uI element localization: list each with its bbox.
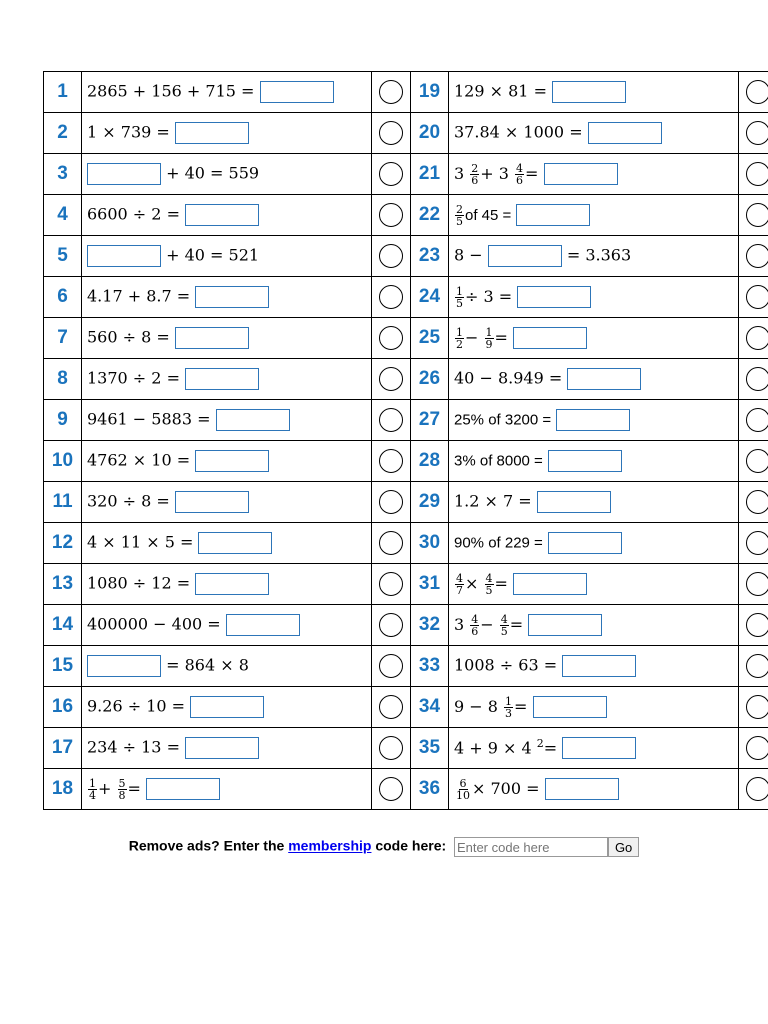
question-problem [449, 523, 739, 564]
remove-ads-suffix: code here: [375, 837, 447, 854]
problem-text: = [127, 778, 141, 798]
check-cell [739, 482, 768, 523]
problem-text: 25% of 3200 = [454, 411, 552, 429]
question-problem [449, 687, 739, 728]
question-number: 33 [411, 646, 449, 687]
problem-text: = [543, 737, 558, 757]
problem-text: 40 − 8.949 = [454, 368, 563, 388]
problem-text: 9461 − 5883 = [87, 409, 211, 429]
answer-box[interactable] [513, 573, 587, 595]
check-circle[interactable] [379, 654, 403, 678]
question-problem [82, 441, 372, 482]
question-number: 13 [44, 564, 82, 605]
problem-text: + 40 = 559 [166, 163, 260, 183]
problem-text: + 3 [480, 163, 509, 183]
question-number: 15 [44, 646, 82, 687]
check-cell [372, 154, 411, 195]
question-number: 36 [411, 769, 449, 810]
question-row [44, 523, 768, 564]
numerator: 2 [471, 161, 479, 175]
question-problem [82, 277, 372, 318]
check-circle[interactable] [379, 121, 403, 145]
question-problem [82, 72, 372, 113]
check-circle[interactable] [746, 736, 768, 760]
go-button[interactable]: Go [608, 837, 639, 857]
question-number: 28 [411, 441, 449, 482]
question-row [44, 400, 768, 441]
fraction [455, 327, 464, 350]
question-problem [449, 482, 739, 523]
question-problem [449, 195, 739, 236]
numerator: 4 [500, 612, 508, 626]
question-row [44, 195, 768, 236]
question-number: 25 [411, 318, 449, 359]
answer-box[interactable] [567, 368, 641, 390]
answer-box[interactable] [588, 122, 662, 144]
check-circle[interactable] [379, 736, 403, 760]
question-problem [449, 400, 739, 441]
question-row [44, 359, 768, 400]
answer-box[interactable] [517, 286, 591, 308]
check-cell [739, 154, 768, 195]
question-number: 23 [411, 236, 449, 277]
check-circle[interactable] [746, 285, 768, 309]
question-row [44, 687, 768, 728]
question-problem [82, 482, 372, 523]
check-circle[interactable] [746, 203, 768, 227]
question-number: 10 [44, 441, 82, 482]
check-cell [372, 400, 411, 441]
check-cell [372, 605, 411, 646]
fraction [504, 696, 513, 719]
check-circle[interactable] [746, 613, 768, 637]
answer-box[interactable] [185, 368, 259, 390]
answer-box[interactable] [185, 204, 259, 226]
problem-text: 37.84 × 1000 = [454, 122, 583, 142]
question-row [44, 728, 768, 769]
question-problem [82, 359, 372, 400]
answer-box[interactable] [190, 696, 264, 718]
problem-text: 4 + 9 × 4 [454, 737, 532, 757]
check-cell [739, 359, 768, 400]
check-cell [739, 195, 768, 236]
check-cell [372, 236, 411, 277]
answer-box[interactable] [87, 245, 161, 267]
question-problem [449, 236, 739, 277]
denominator: 6 [516, 173, 524, 187]
question-number: 27 [411, 400, 449, 441]
check-cell [739, 236, 768, 277]
question-number: 34 [411, 687, 449, 728]
check-circle[interactable] [379, 367, 403, 391]
check-circle[interactable] [379, 449, 403, 473]
question-problem [449, 318, 739, 359]
problem-text: 3% of 8000 = [454, 452, 543, 470]
question-number: 24 [411, 277, 449, 318]
check-circle[interactable] [746, 367, 768, 391]
question-number: 35 [411, 728, 449, 769]
fraction [515, 163, 524, 186]
problem-text: = 3.363 [566, 245, 632, 265]
question-number: 6 [44, 277, 82, 318]
check-circle[interactable] [746, 326, 768, 350]
question-row [44, 277, 768, 318]
problem-text: 8 − [454, 245, 483, 265]
check-circle[interactable] [746, 408, 768, 432]
check-cell [372, 195, 411, 236]
check-circle[interactable] [746, 490, 768, 514]
answer-box[interactable] [87, 163, 161, 185]
check-circle[interactable] [379, 613, 403, 637]
check-cell [739, 277, 768, 318]
question-problem [82, 687, 372, 728]
denominator: 10 [456, 788, 470, 802]
question-row [44, 564, 768, 605]
question-problem [82, 769, 372, 810]
question-row [44, 318, 768, 359]
question-number: 30 [411, 523, 449, 564]
problem-text: = [494, 327, 508, 347]
question-problem [82, 113, 372, 154]
question-problem [449, 728, 739, 769]
question-row [44, 72, 768, 113]
question-problem [449, 72, 739, 113]
question-problem [82, 236, 372, 277]
question-row [44, 236, 768, 277]
denominator: 5 [456, 296, 463, 310]
question-problem [82, 318, 372, 359]
question-problem [82, 154, 372, 195]
fraction [118, 778, 127, 801]
remove-ads-bar [0, 837, 768, 857]
problem-text: × 700 = [472, 778, 540, 798]
check-circle[interactable] [379, 162, 403, 186]
check-cell [739, 318, 768, 359]
question-problem [82, 728, 372, 769]
question-problem [82, 195, 372, 236]
denominator: 7 [456, 583, 463, 597]
denominator: 5 [485, 583, 493, 597]
problem-text: 4.17 + 8.7 = [87, 286, 191, 306]
problem-text: × [465, 573, 479, 593]
question-problem [82, 523, 372, 564]
check-cell [739, 728, 768, 769]
check-circle[interactable] [746, 777, 768, 801]
check-cell [739, 400, 768, 441]
denominator: 6 [471, 624, 479, 638]
question-number: 1 [44, 72, 82, 113]
question-row [44, 113, 768, 154]
answer-box[interactable] [548, 450, 622, 472]
fraction [470, 614, 479, 637]
check-cell [372, 523, 411, 564]
check-cell [372, 482, 411, 523]
check-cell [372, 564, 411, 605]
question-problem [449, 441, 739, 482]
denominator: 9 [485, 337, 493, 351]
problem-text: 1370 ÷ 2 = [87, 368, 180, 388]
question-number: 19 [411, 72, 449, 113]
problem-text: 1008 ÷ 63 = [454, 655, 558, 675]
answer-box[interactable] [260, 81, 334, 103]
numerator: 1 [456, 284, 463, 298]
check-circle[interactable] [746, 121, 768, 145]
answer-box[interactable] [175, 122, 249, 144]
question-row [44, 769, 768, 810]
answer-box[interactable] [516, 204, 590, 226]
denominator: 5 [500, 624, 508, 638]
answer-box[interactable] [175, 491, 249, 513]
question-number: 20 [411, 113, 449, 154]
numerator: 1 [505, 694, 513, 708]
answer-box[interactable] [195, 286, 269, 308]
question-number: 3 [44, 154, 82, 195]
question-number: 8 [44, 359, 82, 400]
numerator: 6 [459, 776, 467, 790]
denominator: 2 [456, 337, 463, 351]
check-circle[interactable] [379, 490, 403, 514]
numerator: 1 [456, 325, 463, 339]
question-problem [449, 154, 739, 195]
question-problem [449, 113, 739, 154]
check-cell [739, 687, 768, 728]
check-circle[interactable] [379, 408, 403, 432]
question-problem [449, 646, 739, 687]
check-cell [372, 359, 411, 400]
check-cell [372, 318, 411, 359]
question-problem [82, 564, 372, 605]
answer-box[interactable] [226, 614, 300, 636]
answer-box[interactable] [537, 491, 611, 513]
answer-box[interactable] [146, 778, 220, 800]
problem-text: − [480, 614, 494, 634]
fraction [455, 573, 464, 596]
problem-text: 1 × 739 = [87, 122, 170, 142]
answer-box[interactable] [87, 655, 161, 677]
problem-text: = [514, 696, 528, 716]
problem-text: 234 ÷ 13 = [87, 737, 180, 757]
question-problem [82, 605, 372, 646]
check-circle[interactable] [379, 572, 403, 596]
problem-text: − [465, 327, 479, 347]
problem-text: 560 ÷ 8 = [87, 327, 170, 347]
check-circle[interactable] [379, 695, 403, 719]
membership-code-input[interactable] [454, 837, 608, 857]
problem-text: 2865 + 156 + 715 = [87, 81, 255, 101]
answer-box[interactable] [185, 737, 259, 759]
check-circle[interactable] [746, 654, 768, 678]
answer-box[interactable] [195, 450, 269, 472]
problem-text: 9.26 ÷ 10 = [87, 696, 186, 716]
answer-box[interactable] [556, 409, 630, 431]
check-cell [739, 769, 768, 810]
question-problem [449, 359, 739, 400]
denominator: 6 [471, 173, 479, 187]
question-number: 21 [411, 154, 449, 195]
question-number: 17 [44, 728, 82, 769]
problem-text: 6600 ÷ 2 = [87, 204, 180, 224]
numerator: 4 [456, 571, 463, 585]
check-cell [372, 277, 411, 318]
problem-text: = [509, 614, 524, 634]
check-circle[interactable] [746, 244, 768, 268]
check-cell [739, 646, 768, 687]
denominator: 8 [118, 788, 126, 802]
check-circle[interactable] [379, 80, 403, 104]
problem-text: 320 ÷ 8 = [87, 491, 170, 511]
check-cell [739, 605, 768, 646]
worksheet-table [43, 71, 768, 810]
answer-box[interactable] [216, 409, 290, 431]
problem-text: + [98, 778, 112, 798]
check-cell [372, 728, 411, 769]
problem-text: 1080 ÷ 12 = [87, 573, 191, 593]
question-number: 12 [44, 523, 82, 564]
check-circle[interactable] [379, 203, 403, 227]
problem-text: ÷ 3 = [465, 286, 513, 306]
check-cell [739, 523, 768, 564]
question-number: 32 [411, 605, 449, 646]
answer-box[interactable] [548, 532, 622, 554]
fraction [500, 614, 509, 637]
check-cell [372, 687, 411, 728]
check-cell [739, 441, 768, 482]
answer-box[interactable] [198, 532, 272, 554]
numerator: 1 [485, 325, 493, 339]
answer-box[interactable] [544, 163, 618, 185]
numerator: 1 [89, 776, 96, 790]
question-problem [449, 605, 739, 646]
question-problem [449, 564, 739, 605]
answer-box[interactable] [545, 778, 619, 800]
numerator: 4 [485, 571, 493, 585]
check-circle[interactable] [746, 162, 768, 186]
fraction [455, 286, 464, 309]
question-number: 4 [44, 195, 82, 236]
answer-box[interactable] [195, 573, 269, 595]
problem-text: + 40 = 521 [166, 245, 260, 265]
check-cell [739, 564, 768, 605]
check-circle[interactable] [379, 244, 403, 268]
denominator: 5 [456, 214, 463, 228]
question-number: 7 [44, 318, 82, 359]
fraction [455, 778, 471, 801]
question-row [44, 482, 768, 523]
problem-text: 9 − 8 [454, 696, 498, 716]
problem-text: = [494, 573, 508, 593]
check-circle[interactable] [379, 326, 403, 350]
problem-text: 3 [454, 163, 465, 183]
membership-link[interactable]: membership [288, 837, 372, 854]
check-cell [372, 72, 411, 113]
answer-box[interactable] [488, 245, 562, 267]
fraction [485, 573, 494, 596]
question-row [44, 441, 768, 482]
problem-text: = 864 × 8 [166, 655, 249, 675]
numerator: 2 [456, 202, 463, 216]
check-circle[interactable] [746, 695, 768, 719]
problem-text: 4 × 11 × 5 = [87, 532, 194, 552]
check-circle[interactable] [379, 777, 403, 801]
problem-text: 400000 − 400 = [87, 614, 221, 634]
check-circle[interactable] [379, 531, 403, 555]
denominator: 3 [505, 706, 513, 720]
fraction [485, 327, 494, 350]
question-problem [82, 646, 372, 687]
question-row [44, 154, 768, 195]
question-problem [449, 277, 739, 318]
check-circle[interactable] [746, 572, 768, 596]
question-number: 26 [411, 359, 449, 400]
question-number: 16 [44, 687, 82, 728]
problem-text: 90% of 229 = [454, 534, 543, 552]
problem-text: = [525, 163, 539, 183]
check-cell [372, 441, 411, 482]
check-cell [739, 72, 768, 113]
check-cell [372, 113, 411, 154]
problem-text: of 45 = [465, 206, 512, 224]
fraction [88, 778, 97, 801]
problem-text: 4762 × 10 = [87, 450, 191, 470]
question-row [44, 646, 768, 687]
answer-box[interactable] [528, 614, 602, 636]
problem-text: 1.2 × 7 = [454, 491, 532, 511]
question-number: 2 [44, 113, 82, 154]
answer-box[interactable] [533, 696, 607, 718]
check-cell [372, 769, 411, 810]
question-number: 31 [411, 564, 449, 605]
question-number: 29 [411, 482, 449, 523]
numerator: 5 [118, 776, 126, 790]
question-problem [449, 769, 739, 810]
answer-box[interactable] [562, 737, 636, 759]
question-number: 11 [44, 482, 82, 523]
question-number: 18 [44, 769, 82, 810]
problem-text: 3 [454, 614, 465, 634]
check-cell [739, 113, 768, 154]
fraction [470, 163, 479, 186]
exponent: 2 [536, 736, 544, 750]
answer-box[interactable] [552, 81, 626, 103]
check-circle[interactable] [379, 285, 403, 309]
answer-box[interactable] [513, 327, 587, 349]
question-number: 22 [411, 195, 449, 236]
check-circle[interactable] [746, 531, 768, 555]
question-problem [82, 400, 372, 441]
question-row [44, 605, 768, 646]
denominator: 4 [89, 788, 96, 802]
check-circle[interactable] [746, 449, 768, 473]
remove-ads-prefix: Remove ads? Enter the [128, 837, 285, 854]
fraction [455, 204, 464, 227]
question-number: 14 [44, 605, 82, 646]
answer-box[interactable] [562, 655, 636, 677]
problem-text: 129 × 81 = [454, 81, 547, 101]
question-number: 5 [44, 236, 82, 277]
question-number: 9 [44, 400, 82, 441]
check-cell [372, 646, 411, 687]
answer-box[interactable] [175, 327, 249, 349]
numerator: 4 [516, 161, 524, 175]
numerator: 4 [471, 612, 479, 626]
check-circle[interactable] [746, 80, 768, 104]
